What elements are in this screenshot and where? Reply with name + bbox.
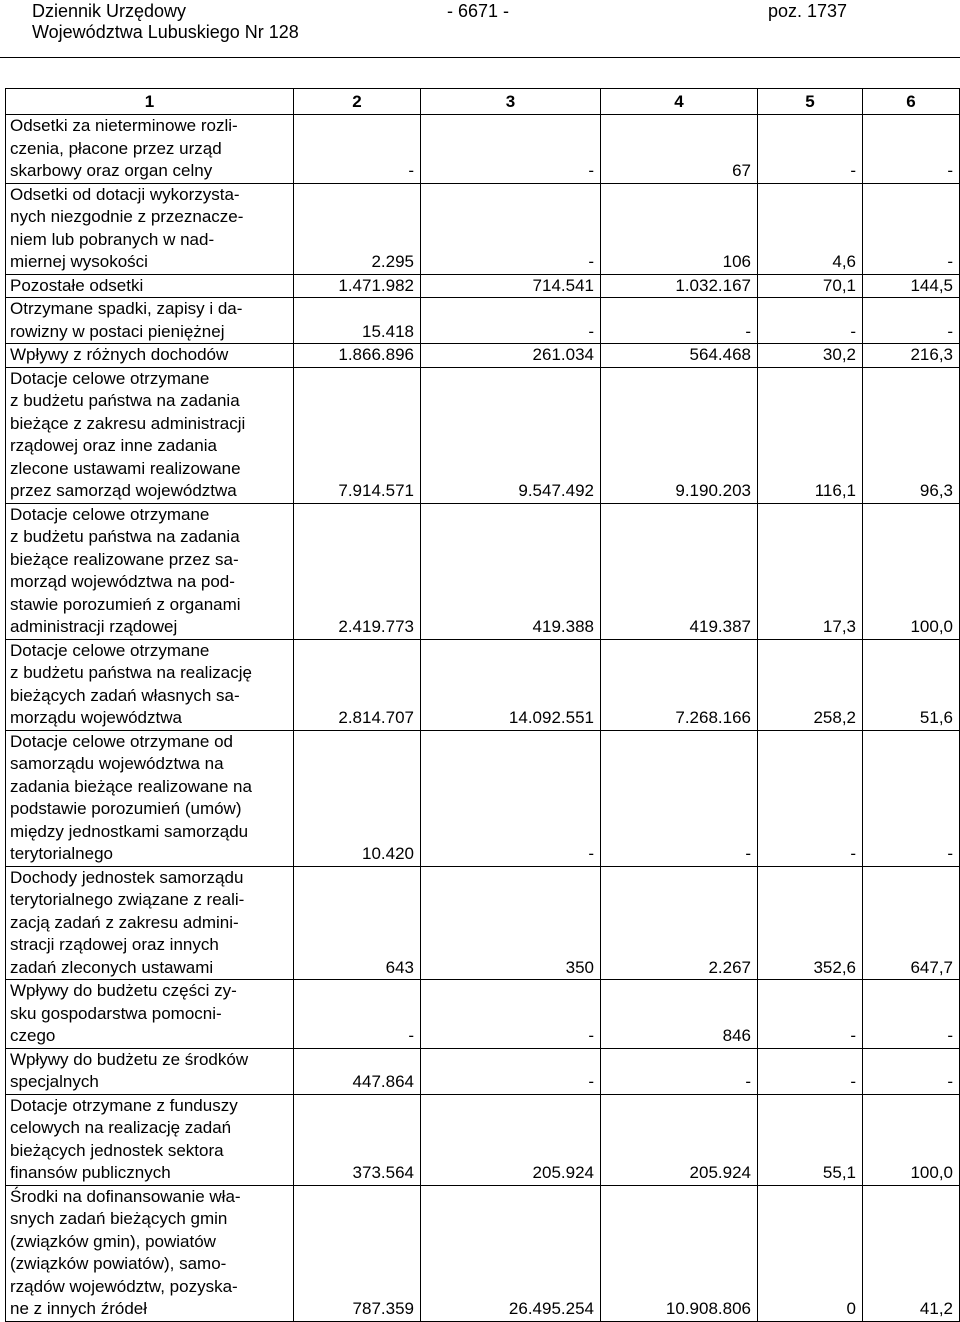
row-label: Dochody jednostek samorządu terytorialnego związane z reali- zacją zadań z zakresu admini- stracji rządowej oraz innych zadań zleconych ustawami (6, 866, 294, 980)
value-cell-col5: - (758, 730, 863, 866)
table-row (6, 298, 960, 344)
value-cell-col6: 647,7 (863, 866, 960, 980)
value-cell-col4: 846 (601, 980, 758, 1049)
value-cell-col3: 26.495.254 (421, 1185, 601, 1321)
value-cell-col6: 216,3 (863, 344, 960, 368)
budget-table (5, 88, 960, 1322)
value-cell-col6: - (863, 730, 960, 866)
journal-subtitle: Województwa Lubuskiego Nr 128 (32, 22, 299, 42)
table-row (6, 115, 960, 184)
column-number-row (6, 89, 960, 115)
value-cell-col2: 373.564 (294, 1094, 421, 1185)
value-cell-col4: 106 (601, 183, 758, 274)
value-cell-col6: 144,5 (863, 274, 960, 298)
row-label: Odsetki za nieterminowe rozli- czenia, płacone przez urząd skarbowy oraz organ celny (6, 115, 294, 184)
value-cell-col5: - (758, 298, 863, 344)
value-cell-col6: - (863, 183, 960, 274)
value-cell-col5: 258,2 (758, 639, 863, 730)
value-cell-col5: - (758, 1048, 863, 1094)
value-cell-col2: - (294, 980, 421, 1049)
table-row (6, 639, 960, 730)
value-cell-col6: 100,0 (863, 1094, 960, 1185)
table-row (6, 183, 960, 274)
row-label: Wpływy z różnych dochodów (6, 344, 294, 368)
page-header (0, 0, 960, 60)
value-cell-col6: 100,0 (863, 503, 960, 639)
value-cell-col2: 1.471.982 (294, 274, 421, 298)
table-row (6, 367, 960, 503)
value-cell-col6: 51,6 (863, 639, 960, 730)
column-header: 2 (294, 89, 421, 115)
value-cell-col2: 643 (294, 866, 421, 980)
value-cell-col3: - (421, 730, 601, 866)
value-cell-col3: - (421, 298, 601, 344)
value-cell-col6: - (863, 115, 960, 184)
row-label: Dotacje celowe otrzymane z budżetu państwa na zadania bieżące z zakresu administracji rządowej oraz inne zadania zlecone ustawami realizowane przez samorząd województwa (6, 367, 294, 503)
header-divider (0, 57, 960, 58)
value-cell-col4: 9.190.203 (601, 367, 758, 503)
value-cell-col6: - (863, 1048, 960, 1094)
value-cell-col4: 67 (601, 115, 758, 184)
value-cell-col2: 1.866.896 (294, 344, 421, 368)
page-number: - 6671 - (447, 1, 510, 21)
value-cell-col5: 4,6 (758, 183, 863, 274)
table-row (6, 1185, 960, 1321)
table-row (6, 344, 960, 368)
table-body (6, 115, 960, 1322)
value-cell-col4: 564.468 (601, 344, 758, 368)
column-header: 5 (758, 89, 863, 115)
value-cell-col3: - (421, 183, 601, 274)
value-cell-col2: 2.295 (294, 183, 421, 274)
value-cell-col3: 419.388 (421, 503, 601, 639)
row-label: Dotacje celowe otrzymane z budżetu państwa na realizację bieżących zadań własnych sa- morządu województwa (6, 639, 294, 730)
row-label: Otrzymane spadki, zapisy i da- rowizny w postaci pieniężnej (6, 298, 294, 344)
value-cell-col2: 7.914.571 (294, 367, 421, 503)
table-row (6, 1094, 960, 1185)
value-cell-col6: - (863, 298, 960, 344)
value-cell-col2: - (294, 115, 421, 184)
row-label: Wpływy do budżetu części zy- sku gospodarstwa pomocni- czego (6, 980, 294, 1049)
value-cell-col4: 10.908.806 (601, 1185, 758, 1321)
value-cell-col6: 96,3 (863, 367, 960, 503)
row-label: Pozostałe odsetki (6, 274, 294, 298)
value-cell-col2: 2.814.707 (294, 639, 421, 730)
value-cell-col5: 55,1 (758, 1094, 863, 1185)
value-cell-col3: 714.541 (421, 274, 601, 298)
value-cell-col3: - (421, 115, 601, 184)
value-cell-col3: - (421, 980, 601, 1049)
value-cell-col4: 419.387 (601, 503, 758, 639)
value-cell-col5: 116,1 (758, 367, 863, 503)
value-cell-col4: 1.032.167 (601, 274, 758, 298)
column-header: 6 (863, 89, 960, 115)
table-row (6, 503, 960, 639)
value-cell-col2: 10.420 (294, 730, 421, 866)
value-cell-col4: 205.924 (601, 1094, 758, 1185)
value-cell-col5: - (758, 980, 863, 1049)
value-cell-col6: 41,2 (863, 1185, 960, 1321)
value-cell-col6: - (863, 980, 960, 1049)
value-cell-col3: 14.092.551 (421, 639, 601, 730)
value-cell-col5: 0 (758, 1185, 863, 1321)
row-label: Wpływy do budżetu ze środków specjalnych (6, 1048, 294, 1094)
value-cell-col4: - (601, 298, 758, 344)
table-row (6, 980, 960, 1049)
row-label: Dotacje celowe otrzymane od samorządu województwa na zadania bieżące realizowane na podstawie porozumień (umów) między jednostkami samorządu terytorialnego (6, 730, 294, 866)
value-cell-col4: - (601, 730, 758, 866)
value-cell-col3: - (421, 1048, 601, 1094)
value-cell-col5: 352,6 (758, 866, 863, 980)
value-cell-col4: - (601, 1048, 758, 1094)
value-cell-col5: - (758, 115, 863, 184)
value-cell-col2: 2.419.773 (294, 503, 421, 639)
value-cell-col4: 2.267 (601, 866, 758, 980)
column-header: 4 (601, 89, 758, 115)
table-row (6, 274, 960, 298)
row-label: Dotacje celowe otrzymane z budżetu państwa na zadania bieżące realizowane przez sa- morząd województwa na pod- stawie porozumień z organami administracji rządowej (6, 503, 294, 639)
table-row (6, 1048, 960, 1094)
value-cell-col2: 15.418 (294, 298, 421, 344)
value-cell-col3: 350 (421, 866, 601, 980)
row-label: Środki na dofinansowanie wła- snych zadań bieżących gmin (związków gmin), powiatów (związków powiatów), samo- rządów województw, pozyska- ne z innych źródeł (6, 1185, 294, 1321)
table-row (6, 730, 960, 866)
row-label: Dotacje otrzymane z funduszy celowych na realizację zadań bieżących jednostek sektora finansów publicznych (6, 1094, 294, 1185)
value-cell-col3: 205.924 (421, 1094, 601, 1185)
row-label: Odsetki od dotacji wykorzysta- nych niezgodnie z przeznacze- niem lub pobranych w nad- miernej wysokości (6, 183, 294, 274)
position-number: poz. 1737 (768, 1, 848, 21)
column-header: 1 (6, 89, 294, 115)
journal-title: Dziennik Urzędowy (32, 1, 187, 21)
value-cell-col2: 447.864 (294, 1048, 421, 1094)
value-cell-col5: 30,2 (758, 344, 863, 368)
value-cell-col5: 70,1 (758, 274, 863, 298)
table-row (6, 866, 960, 980)
value-cell-col3: 261.034 (421, 344, 601, 368)
value-cell-col2: 787.359 (294, 1185, 421, 1321)
value-cell-col4: 7.268.166 (601, 639, 758, 730)
column-header: 3 (421, 89, 601, 115)
value-cell-col3: 9.547.492 (421, 367, 601, 503)
value-cell-col5: 17,3 (758, 503, 863, 639)
